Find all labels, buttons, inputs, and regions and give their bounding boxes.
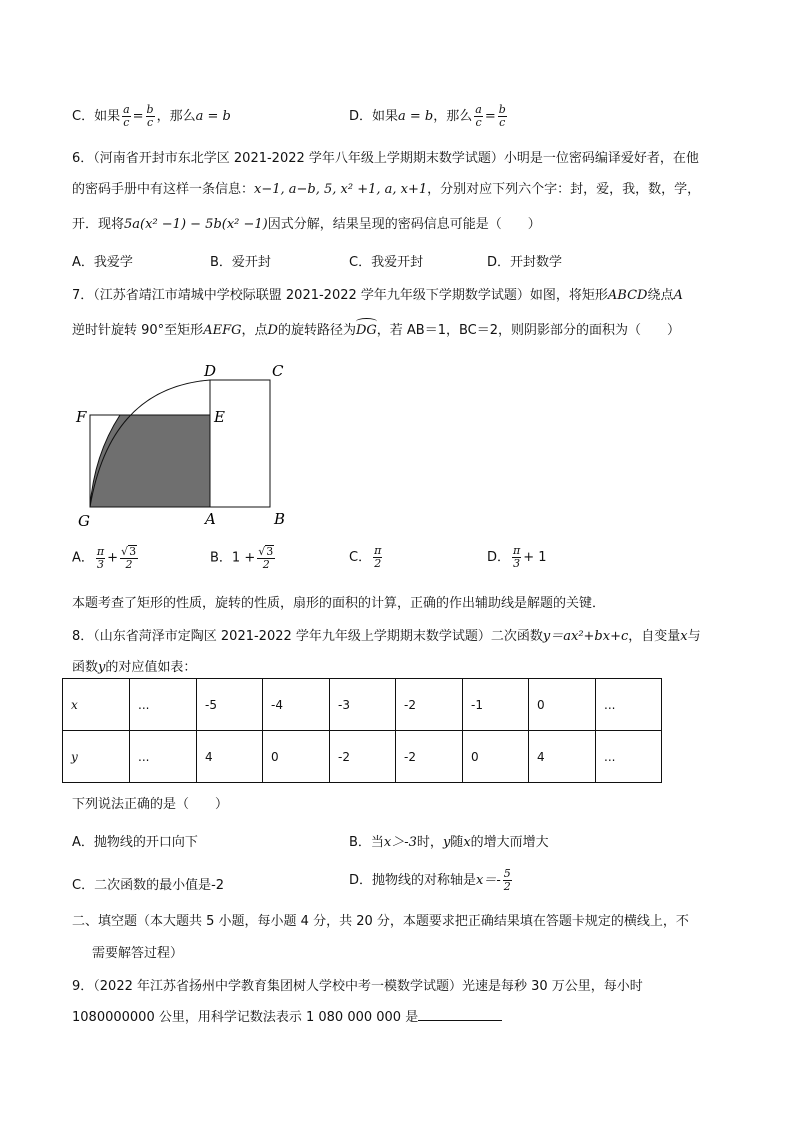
q6-option-d: D．开封数学 [487,255,563,270]
label-d: D [204,362,217,380]
table-cell: ... [596,679,662,731]
fraction: $\frac{a}{c}$ [123,103,130,129]
section-2-heading-cont: 需要解答过程） [92,946,184,961]
section-2-heading: 二、填空题（本大题共 5 小题，每小题 4 分，共 20 分，本题要求把正确结果填在答题卡规定的横线上，不 [72,914,689,929]
label-a: A [205,510,216,528]
fraction: $\frac{a}{c}$ [475,103,482,129]
fraction: $\frac{√3}{2}$ [121,545,137,571]
table-cell: 0 [463,731,529,783]
fraction: $\frac{\pi}{3}$ [96,544,105,571]
q7-line-1: 7．（江苏省靖江市靖城中学校际联盟 2021-2022 学年九年级下学期数学试题）如图，将矩形ABCD绕点A [72,288,683,303]
arc-mark-icon [356,318,377,325]
q6-line-1: 6．（河南省开封市东北学区 2021-2022 学年八年级上学期期末数学试题）小明是一位密码编译爱好者，在他 [72,151,699,166]
q8-option-b: B．当x＞-3时，y随x的增大而增大 [349,835,549,850]
table-cell: y [63,731,130,783]
label-c: C [272,362,284,380]
q7-line-2: 逆时针旋转 90°至矩形AEFG，点D的旋转路径为DG ，若 AB＝1，BC＝2，则阴影部分的面积为（ ） [72,319,680,338]
answer-blank[interactable] [418,1006,502,1021]
fraction: $\frac{\pi}{2}$ [374,544,382,570]
table-cell: 4 [197,731,263,783]
label-b: B [274,510,286,528]
table-cell: -3 [330,679,396,731]
q6-option-c: C．我爱开封 [349,255,424,270]
table-cell: x [63,679,130,731]
table-cell: 4 [529,731,596,783]
q9-line-2: 1080000000 公里，用科学记数法表示 1 080 000 000 是 [72,1006,502,1025]
q7-option-c: C． $\frac{\pi}{2}$ [349,544,382,570]
table-cell: -2 [330,731,396,783]
q5-option-d: D．如果a = b，那么 $\frac{a}{c}$ = $\frac{b}{c}$ [349,103,506,129]
q8-option-d: D．抛物线的对称轴是x＝- $\frac{5}{2}$ [349,867,511,893]
table-cell: ... [130,679,197,731]
fraction: $\frac{b}{c}$ [498,103,506,129]
q8-value-table [62,678,662,783]
table-row [63,679,662,731]
table-cell: -4 [263,679,330,731]
table-cell: 0 [529,679,596,731]
table-cell: -5 [197,679,263,731]
q7-option-d: D． $\frac{\pi}{3}$ + 1 [487,544,547,570]
q7-option-a: A． $\frac{\pi}{3}$ + $\frac{√3}{2}$ [72,544,137,571]
label-g: G [78,512,90,530]
q9-line-1: 9．（2022 年江苏省扬州中学教育集团树人学校中考一模数学试题）光速是每秒 30 万公里，每小时 [72,979,643,994]
table-cell: -1 [463,679,529,731]
table-cell: 0 [263,731,330,783]
q6-option-b: B．爱开封 [210,255,271,270]
rectangle-abcd [210,380,270,507]
q7-note: 本题考查了矩形的性质，旋转的性质，扇形的面积的计算，正确的作出辅助线是解题的关键． [72,596,606,611]
table-cell: -2 [396,731,463,783]
fraction: $\frac{b}{c}$ [146,103,154,129]
q8-line-1: 8．（山东省菏泽市定陶区 2021-2022 学年九年级上学期期末数学试题）二次函数y＝ax²+bx+c，自变量x与 [72,629,701,644]
q8-prompt: 下列说法正确的是（ ） [72,797,229,812]
q8-line-2: 函数y的对应值如表： [72,660,197,675]
label-f: F [76,408,87,426]
table-cell: -2 [396,679,463,731]
table-cell: ... [596,731,662,783]
table-cell: ... [130,731,197,783]
q6-option-a: A．我爱学 [72,255,133,270]
table-row [63,731,662,783]
arc-dg: DG [356,323,377,338]
label-e: E [214,408,225,426]
q7-option-b: B．1 + $\frac{√3}{2}$ [210,545,274,571]
q8-option-a: A．抛物线的开口向下 [72,835,198,850]
q7-figure [72,360,302,530]
q6-line-2: 的密码手册中有这样一条信息：x−1, a−b, 5, x² +1, a, x+1，分别对应下列六个字：封，爱，我，数，学， [72,182,701,197]
fraction: $\frac{5}{2}$ [503,867,511,893]
fraction: $\frac{√3}{2}$ [258,545,274,571]
q6-line-3: 开．现将5a(x² −1) − 5b(x² −1)因式分解，结果呈现的密码信息可能是（ ） [72,217,541,232]
fraction: $\frac{\pi}{3}$ [513,544,521,570]
q8-option-c: C．二次函数的最小值是-2 [72,878,225,893]
q5-option-c: C．如果 $\frac{a}{c}$ = $\frac{b}{c}$ ，那么a = b [72,103,231,129]
